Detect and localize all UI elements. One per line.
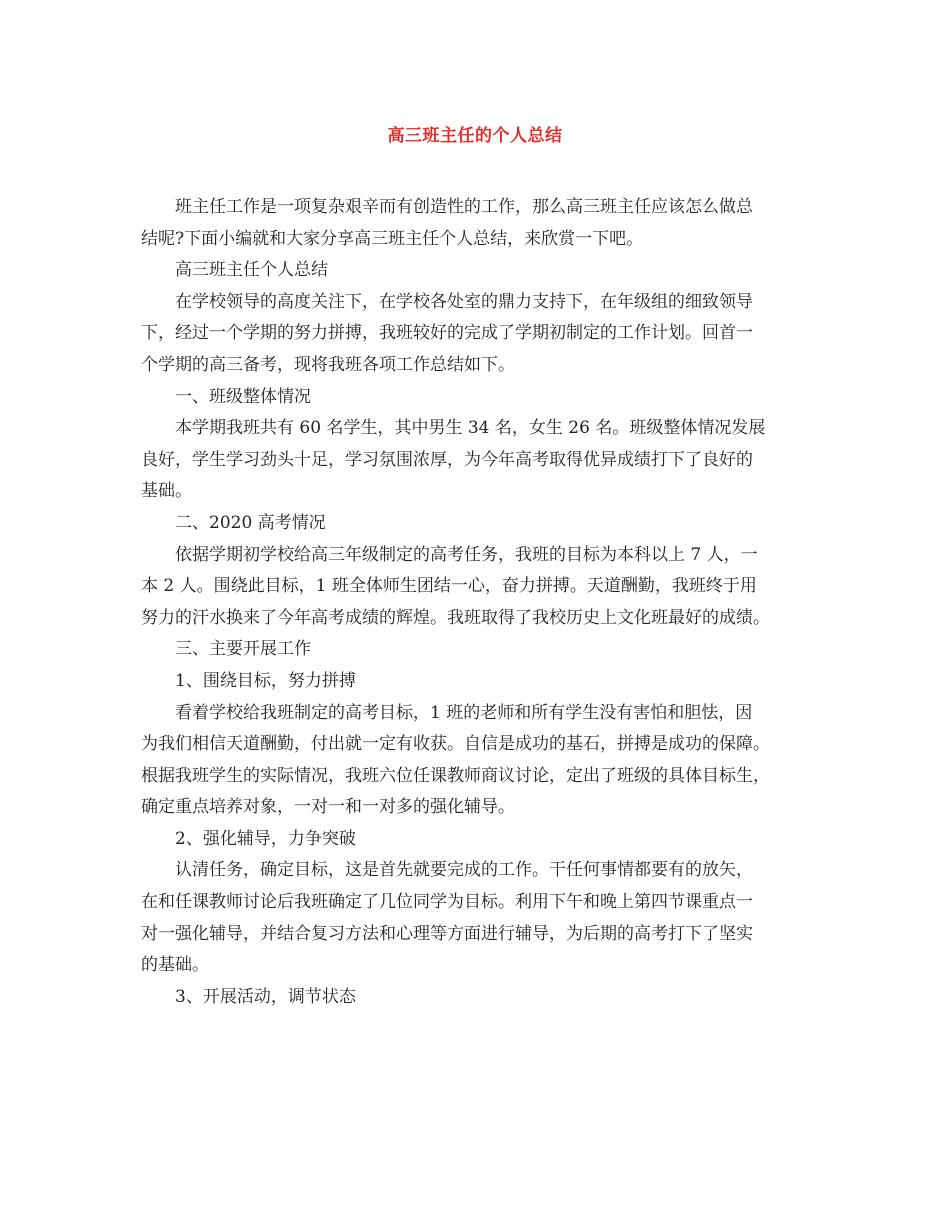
text-line: 为我们相信天道酬勤，付出就一定有收获。自信是成功的基石，拼搏是成功的保障。 xyxy=(141,734,770,755)
subsection-heading-1 xyxy=(141,666,823,698)
text-line: 认清任务，确定目标，这是首先就要完成的工作。干任何事情都要有的放矢， xyxy=(175,860,753,881)
section-heading-exam xyxy=(141,508,823,540)
text-line: 良好，学生学习劲头十足，学习氛围浓厚，为今年高考取得优异成绩打下了良好的 xyxy=(141,449,753,470)
text-line: 结呢?下面小编就和大家分享高三班主任个人总结，来欣赏一下吧。 xyxy=(141,228,644,249)
text-line: 看着学校给我班制定的高考目标，1 班的老师和所有学生没有害怕和胆怯，因 xyxy=(175,702,753,723)
document-body xyxy=(141,192,823,1013)
subsection-heading-2 xyxy=(141,824,823,856)
text-line: 本 2 人。围绕此目标，1 班全体师生团结一心，奋力拼搏。天道酬勤，我班终于用 xyxy=(141,576,757,597)
paragraph-class-overview xyxy=(141,413,823,508)
text-line: 在和任课教师讨论后我班确定了几位同学为目标。利用下午和晚上第四节课重点一 xyxy=(141,892,753,913)
text-line: 个学期的高三备考，现将我班各项工作总结如下。 xyxy=(141,354,515,375)
paragraph-goal xyxy=(141,698,823,824)
section-heading-class-overview xyxy=(141,382,823,414)
text-line: 确定重点培养对象，一对一和一对多的强化辅导。 xyxy=(141,797,515,818)
text-line: 努力的汗水换来了今年高考成绩的辉煌。我班取得了我校历史上文化班最好的成绩。 xyxy=(141,607,770,628)
text-line: 根据我班学生的实际情况，我班六位任课教师商议讨论，定出了班级的具体目标生， xyxy=(141,765,770,786)
text-line: 在学校领导的高度关注下，在学校各处室的鼎力支持下，在年级组的细致领导 xyxy=(175,291,753,312)
text-line: 班主任工作是一项复杂艰辛而有创造性的工作，那么高三班主任应该怎么做总 xyxy=(175,197,753,217)
text-line: 基础。 xyxy=(141,481,192,502)
text-line: 对一强化辅导，并结合复习方法和心理等方面进行辅导，为后期的高考打下了坚实 xyxy=(141,923,753,944)
text-line: 二、2020 高考情况 xyxy=(175,512,326,533)
paragraph-overview xyxy=(141,287,823,382)
paragraph-exam xyxy=(141,540,823,635)
text-line: 三、主要开展工作 xyxy=(175,639,311,660)
subsection-heading-3 xyxy=(141,982,823,1014)
text-line: 1、围绕目标，努力拼搏 xyxy=(175,670,356,691)
paragraph-tutoring xyxy=(141,855,823,981)
paragraph-intro xyxy=(141,192,823,255)
text-line: 2、强化辅导，力争突破 xyxy=(175,828,356,849)
text-line: 的基础。 xyxy=(141,955,209,976)
text-line: 下，经过一个学期的努力拼搏，我班较好的完成了学期初制定的工作计划。回首一 xyxy=(141,323,753,344)
section-heading-main-work xyxy=(141,634,823,666)
text-line: 高三班主任个人总结 xyxy=(175,260,328,281)
document-title: 高三班主任的个人总结 xyxy=(387,126,563,146)
text-line: 3、开展活动，调节状态 xyxy=(175,986,356,1007)
text-line: 依据学期初学校给高三年级制定的高考任务，我班的目标为本科以上 7 人，一 xyxy=(175,544,758,565)
section-heading-summary xyxy=(141,255,823,287)
text-line: 一、班级整体情况 xyxy=(175,386,311,407)
text-line: 本学期我班共有 60 名学生，其中男生 34 名，女生 26 名。班级整体情况发展 xyxy=(175,418,766,439)
